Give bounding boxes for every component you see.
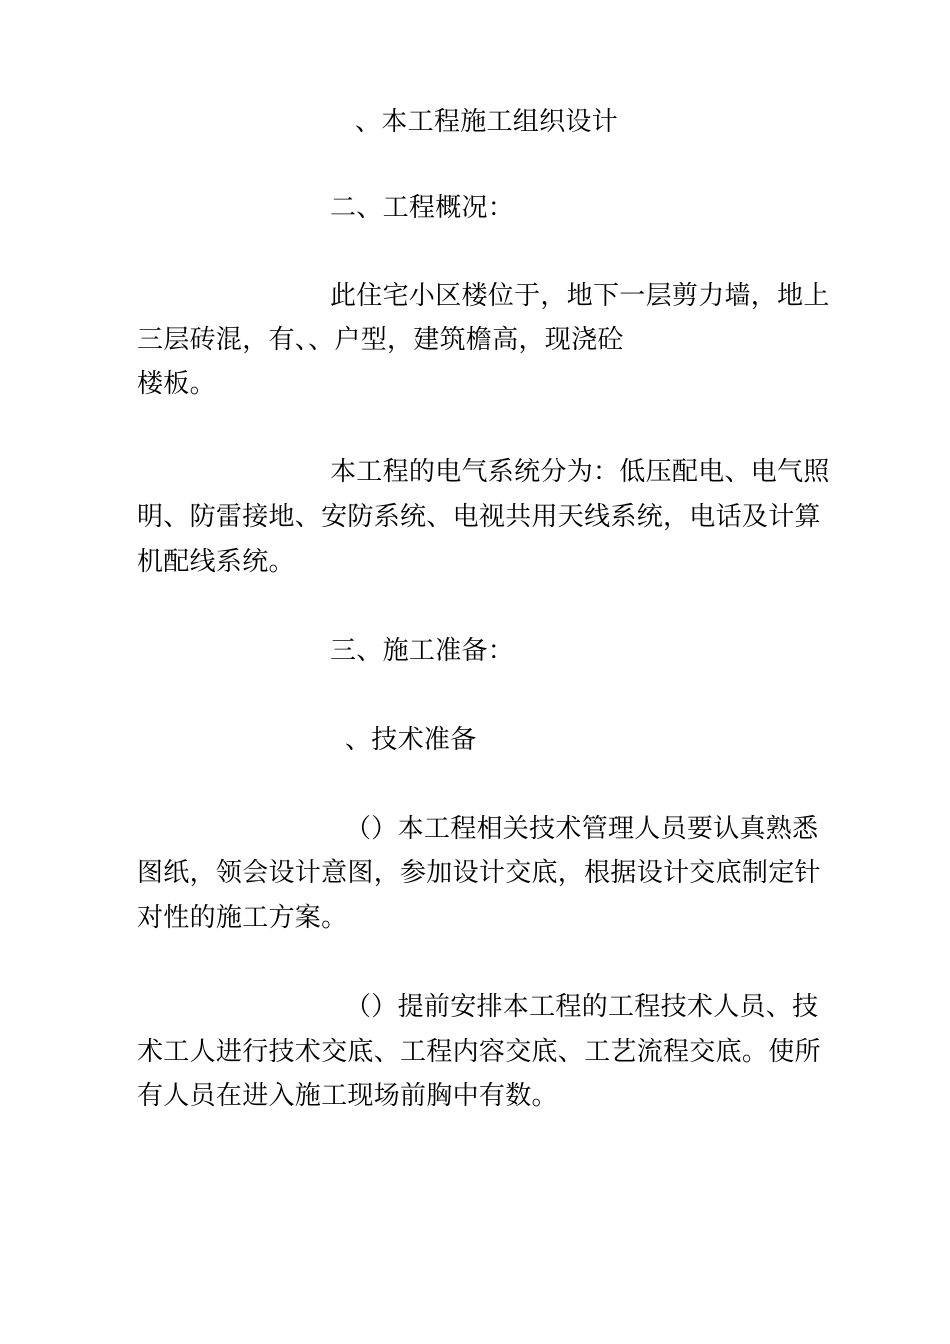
technical-paragraph-2-line-3: 有人员在进入施工现场前胸中有数。 bbox=[137, 1081, 558, 1111]
section-heading-preparation: 三、施工准备： bbox=[330, 636, 515, 666]
electrical-paragraph-line-3: 机配线系统。 bbox=[137, 547, 295, 577]
technical-paragraph-1-line-3: 对性的施工方案。 bbox=[137, 903, 348, 933]
technical-paragraph-1-line-2: 图纸，领会设计意图，参加设计交底，根据设计交底制定针 bbox=[137, 858, 821, 888]
sub-heading-technical: 、技术准备 bbox=[345, 725, 477, 755]
technical-paragraph-2-line-1: （）提前安排本工程的工程技术人员、技 bbox=[345, 992, 819, 1022]
electrical-paragraph-line-2: 明、防雷接地、安防系统、电视共用天线系统，电话及计算 bbox=[137, 502, 821, 532]
overview-paragraph-line-2: 三层砖混，有、、户型，建筑檐高，现浇砼 bbox=[137, 325, 624, 355]
overview-paragraph-line-1: 此住宅小区楼位于，地下一层剪力墙，地上 bbox=[330, 281, 830, 311]
section-heading-overview: 二、工程概况： bbox=[330, 193, 515, 223]
technical-paragraph-1-line-1: （）本工程相关技术管理人员要认真熟悉 bbox=[345, 814, 819, 844]
electrical-paragraph-line-1: 本工程的电气系统分为：低压配电、电气照 bbox=[330, 457, 830, 487]
technical-paragraph-2-line-2: 术工人进行技术交底、工程内容交底、工艺流程交底。使所 bbox=[137, 1037, 821, 1067]
section-heading-design: 、本工程施工组织设计 bbox=[355, 107, 619, 137]
overview-paragraph-line-3: 楼板。 bbox=[137, 369, 216, 399]
